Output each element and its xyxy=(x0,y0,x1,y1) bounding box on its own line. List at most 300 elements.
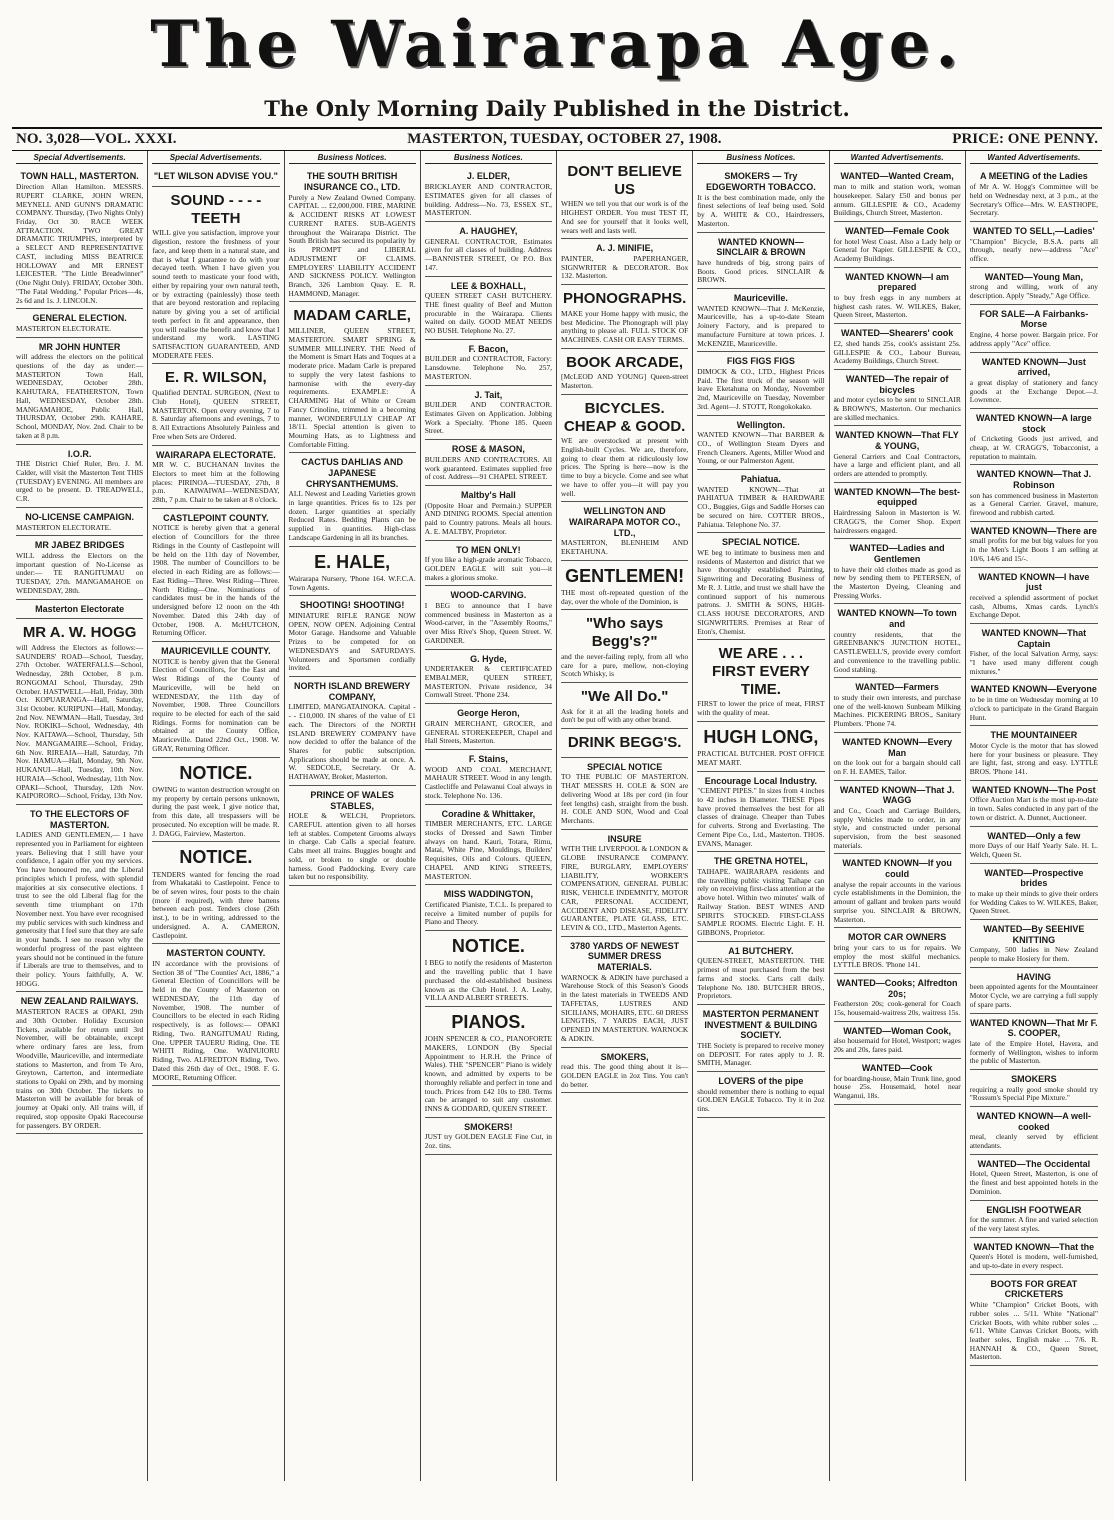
ad-body: I BEG to announce that I have commenced business in Masterton as a Wood-carver, in the "Assembly Rooms," over Miss Rive's Shop, Queen Street. W. GARDINER. xyxy=(424,600,552,645)
ad-body: a great display of stationery and fancy goods at the Exchange Depot.—J. Lowrence. xyxy=(969,377,1098,405)
advertisement xyxy=(970,268,1098,305)
advertisement xyxy=(697,852,824,941)
ad-body: for the summer. A fine and varied selection of the very latest styles. xyxy=(969,1215,1098,1233)
ad-title: WAIRARAPA ELECTORATE. xyxy=(156,449,276,460)
advertisement xyxy=(561,395,688,503)
ad-title: DON'T BELIEVE US xyxy=(567,163,682,198)
ad-body: WOOD AND COAL MERCHANT, MAHAUR STREET. Wood in any length. Castlecliffe and Pelawanui Coal always in stock. Telephone No. 136. xyxy=(424,764,552,800)
ad-title: WANTED KNOWN—A well-cooked xyxy=(976,1111,1091,1132)
ad-title: SPECIAL NOTICE. xyxy=(721,537,800,548)
advertisement xyxy=(16,338,143,445)
ad-title: DRINK BEGG'S. xyxy=(567,734,682,752)
ad-title: MR JOHN HUNTER xyxy=(38,341,121,352)
ad-title: F. Bacon, xyxy=(468,343,509,354)
ad-title: SPECIAL NOTICE xyxy=(586,761,663,772)
ad-body: and the never-failing reply, from all who care for a pure, mellow, non-cloying Scotch Whisky, is xyxy=(561,651,689,679)
advertisement xyxy=(561,830,688,937)
ad-title: SHOOTING! SHOOTING! xyxy=(299,600,405,611)
ad-title: THE GRETNA HOTEL, xyxy=(714,856,808,867)
ad-title: SMOKERS! xyxy=(464,1121,513,1132)
ad-title: TOWN HALL, MASTERTON. xyxy=(20,171,139,182)
ad-body: ALL Newest and Leading Varieties grown in large quantities. Prices 6s to 12s per dozen. Larger quantities at specially Reduced Rates. Bedding Plants can be supplied in quantities. High-class Landscape Gardening in all its branches. xyxy=(288,489,416,542)
advertisement xyxy=(425,586,552,649)
advertisement xyxy=(289,302,416,453)
ad-title: WANTED KNOWN—Every Man xyxy=(842,736,953,758)
ad-title: WE ARE . . . FIRST EVERY TIME. xyxy=(711,645,810,698)
ad-title: WANTED—Woman Cook, xyxy=(843,1025,952,1036)
ad-body: for boarding-house, Main Trunk line, good house 25s. Housemaid, hotel near Wanganui, 18s. xyxy=(833,1073,961,1101)
ad-body: to be in time on Wednesday morning at 10 o'clock to participate in the Grand Bargain Hunt. xyxy=(969,695,1098,722)
ad-title: PIANOS. xyxy=(451,1012,526,1032)
ad-body: GRAIN MERCHANT, GROCER, and GENERAL STOREKEEPER, Chapel and Hall Streets, Masterton. xyxy=(424,718,552,746)
advertisement xyxy=(561,239,688,285)
ad-body: OWING to wanton destruction wrought on my property by certain persons unknown, during the past week, I give notice that, from this date, all trespassers will be prosecuted. No exception will be made. R. J. DAGG, Fairview, Masterton. xyxy=(152,784,280,838)
advertisement xyxy=(152,758,279,843)
ad-title: MASTERTON COUNTY. xyxy=(166,948,266,959)
ad-body: Hairdressing Saloon in Masterton is W. CRAGG'S, the Corner Shop. Expert hairdressers engaged. xyxy=(833,508,961,535)
advertisement xyxy=(970,1201,1098,1238)
ad-title: WANTED—Only a few xyxy=(987,830,1081,841)
column-header: Special Advertisements. xyxy=(16,153,143,164)
ad-title: WANTED KNOWN—Everyone xyxy=(970,684,1097,695)
advertisement xyxy=(970,353,1098,409)
ad-body: DIMOCK & CO., LTD., Highest Prices Paid. The first truck of the season will leave Eketahuna on Monday, November 2nd, Mauriceville on Tuesday, November 3rd. Agent—J. STOTT, Rongokokako. xyxy=(697,366,825,411)
ad-body: WARNOCK & ADKIN have purchased a Warehouse Stock of this Season's Goods in the latest materials in TWEEDS AND TAFFETAS, LUSTRES AND SICILIANS, MOHAIRS, ETC. 60 DRESS LENGTHS, 7 YARDS EACH, JUST OPENED IN MASTERTON. WARNOCK & ADKIN. xyxy=(561,972,689,1043)
ad-title: MADAM CARLE, xyxy=(293,307,411,325)
ad-title: WANTED TO SELL,—Ladies' xyxy=(973,225,1095,236)
column-1 xyxy=(12,151,148,1481)
ad-title: WANTED KNOWN—The Post xyxy=(972,784,1096,795)
ad-title: NEW ZEALAND RAILWAYS. xyxy=(20,996,139,1007)
ad-title: WANTED KNOWN—Just arrived, xyxy=(981,356,1086,378)
ad-title: WANTED—Young Man, xyxy=(984,271,1084,282)
ad-body: "CEMENT PIPES." In sizes from 4 inches to 42 inches in Diameter. THESE Pipes have proved themselves the best for all classes of drainage. Cheaper than Tubes for culverts. Strong and Everlasting. The Cement Pipe Co., Ltd., Masterton. THOS. EVANS, Manager. xyxy=(697,786,825,848)
ad-body: late of the Empire Hotel, Havera, and formerly of Wellington, wishes to inform the public of Masterton. xyxy=(969,1038,1098,1066)
advertisement xyxy=(834,733,961,781)
ad-title: INSURE xyxy=(607,833,642,844)
advertisement xyxy=(970,827,1098,864)
ad-title: CASTLEPOINT COUNTY. xyxy=(163,512,269,523)
masthead xyxy=(12,0,1102,90)
ad-title: HAVING xyxy=(1016,971,1052,982)
advertisement xyxy=(425,1118,552,1155)
ad-body: MASTERTON ELECTORATE. xyxy=(16,522,111,532)
ad-title: HUGH LONG, xyxy=(703,726,819,747)
ad-body: TO THE PUBLIC OF MASTERTON. THAT MESSRS H. COLE & SON are delivering Wood at 18s per cord (in four feet lengths) cash, straight from the bush. H. COLE AND SON, Wood and Coal Merchants. xyxy=(561,772,689,826)
ad-body: Motor Cycle is the motor that has slowed here for your business or pleasure. They are light, fast, strong and easy. LYTTLE BROS. 'Phone 141. xyxy=(969,740,1098,777)
advertisement xyxy=(561,502,688,560)
advertisement xyxy=(16,445,143,508)
advertisement xyxy=(561,729,688,758)
advertisement xyxy=(970,864,1098,920)
ad-title: NO-LICENSE CAMPAIGN. xyxy=(25,511,135,522)
ad-title: WOOD-CARVING. xyxy=(450,590,527,601)
ad-title: WANTED KNOWN—To town and xyxy=(837,608,957,630)
advertisement xyxy=(697,1072,824,1118)
ad-body: to have their old clothes made as good as new by sending them to PETERSEN, of the Masterton Dyeing, Cleaning and Pressing Works. xyxy=(833,564,961,600)
ad-title: CACTUS DAHLIAS AND JAPANESE CHRYSANTHEMUMS. xyxy=(301,457,403,489)
ad-title: WANTED KNOWN—The best-equipped xyxy=(834,486,960,508)
ad-body: MILLINER, QUEEN STREET, MASTERTON. SMART SPRING & SUMMER MILLINERY. THE Need of the Moment is Smart Hats and Toques at a moderate price. Madam Carle is prepared to supply the very latest fashions to harmonise with the every-day requirements. EXAMPLE: A CHARMING Hat of White or Cream Fancy Crinoline, trimmed in a becoming manner, WONDERFULLY CHEAP AT 18/11. Special attention is given to Mourning Hats, as to Lightness and Comfortable Fitting. xyxy=(288,326,416,449)
ad-body: Hotel, Queen Street, Masterton, is one of the finest and best appointed hotels in the Dominion. xyxy=(969,1169,1098,1196)
advertisement xyxy=(970,680,1098,726)
advertisement xyxy=(697,772,824,853)
ad-body: on the look out for a bargain should call on F. H. EAMES, Tailor. xyxy=(833,758,961,776)
advertisement xyxy=(16,309,143,337)
advertisement xyxy=(834,854,961,928)
ad-body: White "Champion" Cricket Boots, with rubber soles ... 5/11. White "National" Cricket Boots, with white rubber soles ... 6/11. White Canvas Cricket Boots, with leather soles, English make ... 7/6. R. HANNAH & CO., Queen Street, Masterton. xyxy=(969,1300,1098,1362)
ad-title: WANTED KNOWN—That J. WAGG xyxy=(839,784,955,806)
ad-title: NORTH ISLAND BREWERY COMPANY, xyxy=(294,681,411,702)
ad-body: will address the electors on the political questions of the day as under:— MASTERTON Town Hall, WEDNESDAY, October 28th. KAHUTARA, FEATHERSTON, Town Hall, WEDNESDAY, October 28th. MANGAMAHOE, Public Hall, THURSDAY, October 29th. KAHARE, School, MONDAY, Nov. 2nd. Chair to be taken at 8 p.m. xyxy=(16,352,144,440)
ad-title: G. Hyde, xyxy=(470,653,507,664)
advertisement xyxy=(561,610,688,683)
ad-body: "Champion" Bicycle, B.S.A. parts all through, nearly new—address "Ace" office. xyxy=(969,236,1098,264)
ad-body: QUEEN-STREET, MASTERTON. THE primest of meat purchased from the best farms and stocks. Carts call daily. Telephone No. 180. BUTCHER BROS., Proprietors. xyxy=(697,956,825,1001)
advertisement xyxy=(970,305,1098,353)
ad-title: LEE & BOXHALL, xyxy=(450,280,526,291)
ad-title: Masterton Electorate xyxy=(35,603,125,614)
advertisement xyxy=(697,1005,824,1072)
column-header: Business Notices. xyxy=(425,153,552,164)
ad-title: WANTED—Wanted Cream, xyxy=(840,171,954,182)
ad-title: FOR SALE—A Fairbanks-Morse xyxy=(979,308,1089,330)
advertisement xyxy=(16,992,143,1134)
column-header: Special Advertisements. xyxy=(152,153,279,164)
advertisement xyxy=(970,409,1098,465)
ad-title: SMOKERS, xyxy=(600,1051,649,1062)
ad-body: THE most oft-repeated question of the day, over the whole of the Dominion, is xyxy=(561,587,689,606)
ad-body: Qualified DENTAL SURGEON, (Next to Club Hotel), QUEEN STREET, MASTERTON. Open every evening, 7 to 8. Saturday afternoons and evenings, 7 to 8. All Extractions Absolutely Painless and Free when Sets are Ordered. xyxy=(152,388,280,441)
ad-body: Direction Allan Hamilton. MESSRS. RUPERT CLARKE, JOHN WREN, MEYNELL AND GUNN'S DRAMATIC COMPANY. Thursday, (Two Nights Only) Friday, Oct 30. RACE WEEK ATTRACTION. TWO GREAT DRAMATIC TRIUMPHS, interpreted by a SELECT AND REPRESENTATIVE CAST, including MISS BEATRICE HOLLOWAY and MR ERNEST LEICESTER. "The Little Breadwinner" (One Night Only). FRIDAY, October 30th. "The Fatal Wedding." Popular Prices—4s, 2s 6d and 1s. J. LINCOLN. xyxy=(16,182,144,305)
advertisement xyxy=(697,352,824,415)
ad-title: Wellington. xyxy=(736,419,786,430)
advertisement xyxy=(561,349,688,395)
ad-body: read this. The good thing about it is—GOLDEN EAGLE in 2oz Tins. You can't do better. xyxy=(561,1062,689,1089)
ad-body: to study their own interests, and purchase one of the well-known Sunbeam Milking Machines. PICKERING BROS., Sanitary Plumbers. 'Phone 74. xyxy=(833,692,961,729)
advertisement xyxy=(425,805,552,886)
advertisement xyxy=(697,640,824,722)
ad-title: ENGLISH FOOTWEAR xyxy=(986,1204,1082,1215)
issue-number: NO. 3,028—VOL. XXXI. xyxy=(16,131,177,147)
ad-body: £2, shed hands 25s, cook's assistant 25s. GILLESPIE & CO., Labour Bureau, Academy Buildings, Church Street. xyxy=(833,338,961,366)
ad-body: WE beg to intimate to business men and residents of Masterton and district that we have thoroughly established Painting, Signwriting and Decorating Business of Mr R. J. Little, and trust we shall have the continued support of his numerous patrons. J. SMITH & SONS, HIGH-CLASS HOUSE DECORATORS, AND SIGNWRITERS. Premises at Rear of Eton's, Chemist. xyxy=(697,548,825,636)
ad-title: WANTED KNOWN—I am prepared xyxy=(845,271,949,293)
advertisement xyxy=(834,781,961,855)
ad-body: General Carriers and Coal Contractors, have a large and efficient plant, and all orders are attended to promptly. xyxy=(833,451,961,479)
ad-title: WANTED—The repair of bicycles xyxy=(845,374,949,395)
ad-title: WANTED—Shearers' cook xyxy=(841,328,954,339)
ad-body: WITH THE LIVERPOOL & LONDON & GLOBE INSURANCE COMPANY. FIRE, BURGLARY, EMPLOYERS' LIABILITY, WORKER'S COMPENSATION, GENERAL PUBLIC RISK, VEHICLE INDEMNITY, MOTOR CAR, PERSONAL ACCIDENT, ACCIDENT AND DISEASE, FIDELITY GUARANTEE, PLATE GLASS, ETC. LEVIN & CO., LTD., Masterton Agents. xyxy=(561,844,689,933)
ad-title: WANTED—By SEEHIVE KNITTING xyxy=(983,924,1085,945)
ad-body: strong and willing, work of any description. Apply "Steady," Age Office. xyxy=(969,282,1098,301)
ad-body: (Opposite Hoar and Permain.) SUPPER AND DINING ROOMS. Special attention paid to Country patrons. Meals all hours. A. E. MALTBY, Proprietor. xyxy=(424,500,552,536)
advertisement xyxy=(561,683,688,729)
column-header: Wanted Advertisements. xyxy=(834,153,961,164)
ad-body: HOLE & WELCH, Proprietors. CAREFUL attention given to all horses left at stables. Competent Grooms always in charge. Cab Calls a special feature. Cabs meet all trains. Buggies bought and sold, or broken to single or double harness. Good Paddocking. Every care taken but no responsibility. xyxy=(288,811,416,882)
ad-body: small profits for me but big values for you in the Men's Light Boots I am selling at 10/6, 14/6 and 15/-. xyxy=(969,536,1098,563)
ad-body: JOHN SPENCER & CO., PIANOFORTE MAKERS, LONDON (By Special Appointment to H.R.H. the Prince of Wales). THE "SPENCER" Piano is widely known, and admitted by experts to be thoroughly reliable and perfect in tone and touch. Prices from £42 10s to £80. Terms can be arranged to suit any customer. INNS & GODDARD, QUEEN STREET. xyxy=(424,1034,552,1114)
advertisement xyxy=(289,453,416,546)
ad-title: I.O.R. xyxy=(67,448,92,459)
ad-title: WANTED KNOWN—If you could xyxy=(842,858,952,880)
ad-body: MINIATURE RIFLE RANGE NOW OPEN, NOW OPEN. Adjoining Central Motor Garage. Handsome and Valuable Prizes to be competed for on WEDNESDAYS and SATURDAYS. Volunteers and Sportsmen cordially invited. xyxy=(288,610,416,673)
ad-title: LOVERS of the pipe xyxy=(718,1076,804,1087)
ad-title: WANTED KNOWN—SINCLAIR & BROWN xyxy=(716,236,806,258)
advertisement xyxy=(697,289,824,352)
ad-body: and Co., Coach and Carriage Builders, supply Vehicles made to order, in any style, and constructed under personal supervision, from the best seasoned materials. xyxy=(833,805,961,850)
ad-body: TAIHAPE. WAIRARAPA residents and the travelling public visiting Taihape can rely on receiving first-class attention at the above hotel. Within two minutes' walk of Railway Station. BEST WINES AND SPIRITS STOCKED. FIRST-CLASS SAMPLE ROOMS. Electric Light. F. H. GIBBONS, Proprietor. xyxy=(697,866,825,938)
advertisement xyxy=(561,937,688,1048)
advertisement xyxy=(561,158,688,239)
ad-title: WANTED—Cooks; Alfredton 20s; xyxy=(836,978,958,999)
ad-body: JUST try GOLDEN EAGLE Fine Cut, in 2oz. tins. xyxy=(424,1132,552,1151)
advertisement xyxy=(16,508,143,536)
advertisement xyxy=(970,1070,1098,1107)
ad-title: MASTERTON PERMANENT INVESTMENT & BUILDING SOCIETY. xyxy=(702,1009,820,1041)
ad-title: Coradine & Whittaker, xyxy=(441,808,536,819)
columns xyxy=(12,151,1102,1481)
ad-title: WANTED—Prospective brides xyxy=(984,867,1084,889)
column-6 xyxy=(693,151,829,1481)
advertisement xyxy=(16,167,143,309)
subtitle: The Only Morning Daily Published in the District. xyxy=(264,96,850,121)
ad-title: FIGS FIGS FIGS xyxy=(726,356,795,367)
ad-title: PRINCE OF WALES STABLES, xyxy=(310,789,394,811)
ad-body: have hundreds of big, strong pairs of Boots. Good prices. SINCLAIR & BROWN. xyxy=(697,257,825,285)
ad-title: A. J. MINIFIE, xyxy=(596,243,654,254)
ad-title: WANTED—Farmers xyxy=(855,682,939,693)
advertisement xyxy=(970,1155,1098,1201)
advertisement xyxy=(425,386,552,441)
ad-title: NOTICE. xyxy=(179,847,253,868)
advertisement xyxy=(970,781,1098,827)
ad-title: SMOKERS xyxy=(1011,1074,1057,1085)
ad-title: WANTED KNOWN—That J. Robinson xyxy=(976,469,1092,491)
ad-title: WANTED KNOWN—A large stock xyxy=(976,412,1092,434)
advertisement xyxy=(834,324,961,370)
ad-title: TO MEN ONLY! xyxy=(456,544,521,555)
advertisement xyxy=(152,446,279,509)
ad-body: to make up their minds to give their orders for Wedding Cakes to W. WILKES, Baker, Queen Street. xyxy=(969,888,1098,916)
ad-title: MAURICEVILLE COUNTY. xyxy=(161,645,271,656)
ad-body: QUEEN STREET CASH BUTCHERY. THE finest quality of Beef and Mutton procurable in the Wairarapa. Clients waited on daily. GOOD MEAT NEEDS NO BUSH. Telephone No. 27. xyxy=(424,291,552,336)
advertisement xyxy=(970,1014,1098,1070)
ad-title: Encourage Local Industry. xyxy=(704,775,818,786)
ad-title: BOOTS FOR GREAT CRICKETERS xyxy=(990,1278,1078,1300)
ad-title: MISS WADDINGTON, xyxy=(443,889,534,900)
advertisement xyxy=(289,786,416,886)
advertisement xyxy=(561,285,688,349)
advertisement xyxy=(425,704,552,750)
advertisement xyxy=(697,942,824,1005)
advertisement xyxy=(16,619,143,805)
ad-title: WANTED KNOWN—That the xyxy=(973,1241,1095,1252)
ad-body: [McLEOD AND YOUNG] Queen-street Masterton. xyxy=(561,372,689,391)
ad-title: BOOK ARCADE, xyxy=(566,353,684,371)
ad-body: MR W. C. BUCHANAN Invites the Electors to meet him at the following places: PIRINOA—TUESDAY, 27th, 8 p.m. KAIWAIWAI—WEDNESDAY, 28th, 7 p.m. Chair to be taken at 8 o'clock. xyxy=(152,460,280,505)
ad-body: GENERAL CONTRACTOR, Estimates given for all classes of building. Address—BANNISTER STREET, Or P.O. Box 147. xyxy=(424,236,552,272)
advertisement xyxy=(425,750,552,805)
ad-title: PHONOGRAPHS. xyxy=(562,290,687,308)
ad-body: WILL address the Electors on the important question of No-License as under:— TE RANGITUMAU on TUESDAY, 27th. MANGAMAHOE on WEDNESDAY, 28th. xyxy=(16,550,144,595)
ad-title: WELLINGTON AND WAIRARAPA MOTOR CO., LTD., xyxy=(568,506,681,538)
column-5 xyxy=(557,151,693,1481)
ad-body: LADIES AND GENTLEMEN,— I have represented you in Parliament for eighteen years. Believing that I still have your confidence, I again offer you my services. You have honoured me, and the Liberal principles which I profess, with splendid majorities at six consecutive elections. I trust to see the old Liberal flag for the seventh time triumphant on 17th November next. You have ever recognised my public services with such kindness and generosity that I feel sure that they are safe in your hands. I see no reason why the wonderful progress of the past eighteen years should not be continued in the future if Liberals are true to themselves, and to their policy. Yours faithfully, A. W. HOGG. xyxy=(16,830,144,988)
ad-title: "Who says Begg's?" xyxy=(586,615,664,651)
advertisement xyxy=(152,944,279,1086)
ad-body: meal, cleanly served by efficient attendants. xyxy=(969,1132,1098,1151)
ad-body: of Mr A. W. Hogg's Committee will be held on Wednesday next, at 3 p.m., at the Secretary's Office—Mrs. W. EASTHOPE, Secretary. xyxy=(969,182,1098,218)
ad-body: Engine, 4 horse power. Bargain price. For address apply "Ace" office. xyxy=(969,330,1098,348)
dateline xyxy=(12,127,1102,151)
ad-body: requiring a really good smoke should try "Rossum's Special Pipe Mixture." xyxy=(969,1084,1098,1103)
advertisement xyxy=(289,167,416,302)
ad-body: Ask for it at all the leading hotels and don't be put off with any other brand. xyxy=(561,706,689,725)
advertisement xyxy=(425,541,552,587)
ad-title: Mauriceville. xyxy=(733,293,788,304)
masthead-title: The Wairarapa Age. xyxy=(150,7,964,82)
ad-body: WANTED KNOWN—That BARBER & CO., of Wellington Steam Dyers and French Cleaners. Agents, Miller Wood and Young, or our Palmerston Agent. xyxy=(697,430,825,466)
ad-body: to buy fresh eggs in any numbers at highest cash rates. W. WILKES, Baker, Queen Street, Masterton. xyxy=(833,293,961,320)
advertisement xyxy=(697,233,824,289)
ad-title: MOTOR CAR OWNERS xyxy=(847,932,947,943)
advertisement xyxy=(697,533,824,640)
ad-title: "We All Do." xyxy=(580,688,669,705)
ad-title: TO THE ELECTORS OF MASTERTON. xyxy=(30,809,130,830)
advertisement xyxy=(425,885,552,931)
advertisement xyxy=(970,920,1098,968)
ad-body: It is the best combination made, only the finest selections of leaf being used. Sold by A. WHITE & CO., Hairdressers, Masterton. xyxy=(697,192,825,228)
ad-body: should remember there is nothing to equal GOLDEN EAGLE Tobacco. Try it in 2oz tins. xyxy=(697,1086,825,1114)
ad-title: WANTED—Female Cook xyxy=(845,225,950,236)
place-date: MASTERTON, TUESDAY, OCTOBER 27, 1908. xyxy=(407,131,722,147)
newspaper-page xyxy=(12,0,1102,1520)
ad-body: MASTERTON, BLENHEIM AND EKETAHUNA. xyxy=(561,538,689,556)
advertisement xyxy=(16,536,143,599)
advertisement xyxy=(834,483,961,539)
advertisement xyxy=(425,440,552,486)
ad-title: F. Stains, xyxy=(468,753,508,764)
advertisement xyxy=(425,650,552,705)
advertisement xyxy=(697,167,824,232)
column-8 xyxy=(966,151,1102,1481)
ad-body: THE District Chief Ruler, Bro. J. M. Calder, will visit the Masterton Tent THIS (TUESDAY) EVENING. All members are urged to be present. D. TREADWELL, C.R. xyxy=(16,459,144,504)
ad-body: Office Auction Mart is the most up-to-date in town. Sales conducted in any part of the town or district. A. Dunnet, Auctioneer. xyxy=(969,795,1098,822)
advertisement xyxy=(834,1022,961,1059)
ad-body: Purely a New Zealand Owned Company. CAPITAL ... £2,000,000. FIRE, MARINE & ACCIDENT RISKS AT LOWEST CURRENT RATES. SUB-AGENTS throughout the Wairarapa District. The South British has secured its popularity by its PROMPT and LIBERAL ADJUSTMENT OF CLAIMS. EMPLOYERS' LIABILITY ACCIDENT AND SICKNESS POLICY. Wellington Branch, 326 Lambton Quay. E. R. HAMMOND, Manager. xyxy=(288,192,416,298)
ad-body: WE are overstocked at present with English-built Cycles. We are, therefore, going to clear them at ridiculously low prices. The Spring is here—now is the time to buy a bicycle. Come and see what we have to offer you—it will pay you well. xyxy=(561,436,689,498)
column-4 xyxy=(421,151,557,1481)
ad-body: FIRST to lower the price of meat, FIRST with the quality of meat. xyxy=(697,699,825,718)
advertisement xyxy=(152,167,279,187)
advertisement xyxy=(970,1238,1098,1275)
advertisement xyxy=(834,974,961,1022)
ad-title: MR A. W. HOGG xyxy=(22,624,137,642)
advertisement xyxy=(425,277,552,340)
ad-body: WANTED KNOWN—That at PAHIATUA TIMBER & HARDWARE CO., Buggies, Gigs and Saddle Horses can be secured on hire. COTTER BROS., Pahiatua. Telephone No. 37. xyxy=(697,484,825,529)
column-header: Business Notices. xyxy=(289,153,416,164)
advertisement xyxy=(970,1275,1098,1366)
advertisement xyxy=(697,470,824,533)
advertisement xyxy=(289,547,416,597)
ad-title: MR JABEZ BRIDGES xyxy=(34,540,125,551)
advertisement xyxy=(834,222,961,268)
ad-body: THE Society is prepared to receive money on DEPOSIT. For rates apply to J. R. SMITH, Manager. xyxy=(697,1040,825,1068)
column-header: Business Notices. xyxy=(697,153,824,164)
ad-body: Wairarapa Nursery, 'Phone 164. W.F.C.A. Town Agents. xyxy=(288,573,416,592)
advertisement xyxy=(561,1048,688,1094)
advertisement xyxy=(289,596,416,677)
ad-body: of Cricketing Goods just arrived, and cheap, at W. CRAGG'S, Tobacconist, a reputation to maintain. xyxy=(969,434,1098,461)
ad-body: Fisher, of the local Salvation Army, says: "I have used many different cough mixtures." xyxy=(969,649,1098,676)
advertisement xyxy=(834,928,961,974)
ad-body: BUILDER AND CONTRACTOR. Estimates Given on Application. Jobbing Work a Specialty. 'Phone 185. Queen Street. xyxy=(424,400,552,436)
ad-body: I BEG to notify the residents of Masterton and the travelling public that I have purchased the old-established business known as the Club Hotel. J. A. Leahy, VILLA AND ALBERT STREETS. xyxy=(424,958,552,1003)
ad-title: A. HAUGHEY, xyxy=(459,225,518,236)
advertisement xyxy=(970,726,1098,781)
ad-title: NOTICE. xyxy=(451,936,525,957)
column-7 xyxy=(830,151,966,1481)
ad-title: SMOKERS — Try EDGEWORTH TOBACCO. xyxy=(705,171,816,193)
advertisement xyxy=(970,968,1098,1014)
advertisement xyxy=(970,1107,1098,1155)
ad-body: also housemaid for Hotel, Westport; wages 20s and 20s, fares paid. xyxy=(833,1036,961,1055)
ad-body: country residents, that the GREENBANK'S JUNCTION HOTEL, CASTLEWELL'S, provide every comfort and convenience to the travelling public. Good stabling. xyxy=(833,629,961,674)
advertisement xyxy=(697,416,824,471)
ad-body: more Days of our Half Yearly Sale. H. L. Welch, Queen St. xyxy=(969,841,1098,859)
advertisement xyxy=(16,805,143,992)
ad-title: WANTED—Ladies and Gentlemen xyxy=(849,543,945,564)
advertisement xyxy=(152,842,279,944)
advertisement xyxy=(970,222,1098,268)
advertisement xyxy=(834,1059,961,1105)
ad-title: ROSE & MASON, xyxy=(451,444,525,455)
ad-body: BUILDER and CONTRACTOR, Factory: Lansdowne. Telephone No. 257, MASTERTON. xyxy=(424,354,552,381)
advertisement xyxy=(561,561,688,611)
ad-body: received a splendid assortment of pocket cash, Albums, Xmas cards. Lynch's Exchange Depot. xyxy=(969,592,1098,620)
advertisement xyxy=(834,604,961,678)
ad-title: GENTLEMEN! xyxy=(565,565,685,586)
ad-title: NOTICE. xyxy=(179,762,253,783)
ad-body: Featherston 20s; cook-general for Coach 15s, housemaid-waitress 20s, waitress 15s. xyxy=(833,999,961,1018)
ad-title: WANTED KNOWN—That Mr F. S. COOPER, xyxy=(970,1017,1098,1039)
advertisement xyxy=(834,268,961,324)
ad-body: LIMITED, MANGATAINOKA. Capital - - - £10,000. IN shares of the value of £1 each. The Directors of the NORTH ISLAND BREWERY COMPANY have now decided to offer the balance of the Shares for public subscription. Applications should be made at once. A. W. SEDCOLE, Secretary. Or A. HATHAWAY, Broker, Masterton. xyxy=(288,702,416,782)
ad-title: THE SOUTH BRITISH INSURANCE CO., LTD. xyxy=(303,171,401,193)
advertisement xyxy=(425,167,552,222)
ad-title: WANTED KNOWN—That FLY & YOUNG, xyxy=(835,430,959,452)
advertisement xyxy=(16,600,143,620)
ad-body: Queen's Hotel is modern, well-furnished, and up-to-date in every respect. xyxy=(969,1252,1098,1271)
advertisement xyxy=(152,509,279,642)
ad-body: UNDERTAKER & CERTIFICATED EMBALMER, QUEEN STREET, MASTERTON. Private residence, 34 Cornwall Street. 'Phone 234. xyxy=(424,664,552,700)
ad-body: for hotel West Coast. Also a Lady help or General for Napier. GILLESPIE & CO., Academy Buildings. xyxy=(833,236,961,264)
ad-body: WANTED KNOWN—That J. McKenzie, Mauriceville, has a up-to-date Steam Joinery Factory, and is prepared to manufacture Furniture at town prices. J. McKENZIE, Mauriceville. xyxy=(697,303,825,348)
column-2 xyxy=(148,151,284,1481)
advertisement xyxy=(834,370,961,426)
advertisement xyxy=(425,340,552,386)
ad-body: IN accordance with the provisions of Section 38 of "The Counties' Act, 1886," a General Election of Councillors will be held in the County of Masterton on WEDNESDAY, the 11th day of November, 1908. The number of Councillors to be elected in each Riding respectively, is as follows:— OPAKI Riding, Two. RANGITUMAU Riding, One. UPPER TAUERU Riding, One. TE WHITI Riding, One. WAINUIORU Riding, Two. ALFREDTON Riding, Two. Dated this 26th day of Oct., 1908. F. G. MOORE, Returning Officer. xyxy=(152,959,280,1082)
ad-body: MASTERTON RACES at OPAKI, 29th and 30th October. Holiday Excursion Tickets, available for return until 3rd November, will be obtainable, except where ordinary fares are less, from Woodville, Mauriceville, and intermediate stations to Masterton, and from Te Aro, Greytown, Carterton, and intermediate stations to Opaki on 29th, and by morning trains on 30th October. The tickets to Masterton will be available for break of journey at Opaki only. All trains will, if required, stop opposite Opaki Racecourse for passengers. BY ORDER. xyxy=(16,1007,144,1130)
ad-title: WANTED KNOWN—That Captain xyxy=(981,628,1087,649)
ad-body: MASTERTON ELECTORATE. xyxy=(16,323,111,333)
column-header: Wanted Advertisements. xyxy=(970,153,1098,164)
ad-body: analyse the repair accounts in the various cycle establishments in the Dominion, the amount of gallant and broken parts would surprise you. SINCLAIR & BROWN, Masterton. xyxy=(833,879,961,924)
ad-title: GENERAL ELECTION. xyxy=(32,313,127,324)
ad-title: WANTED KNOWN—I have just xyxy=(978,571,1090,593)
ad-title: E. HALE, xyxy=(314,551,391,572)
